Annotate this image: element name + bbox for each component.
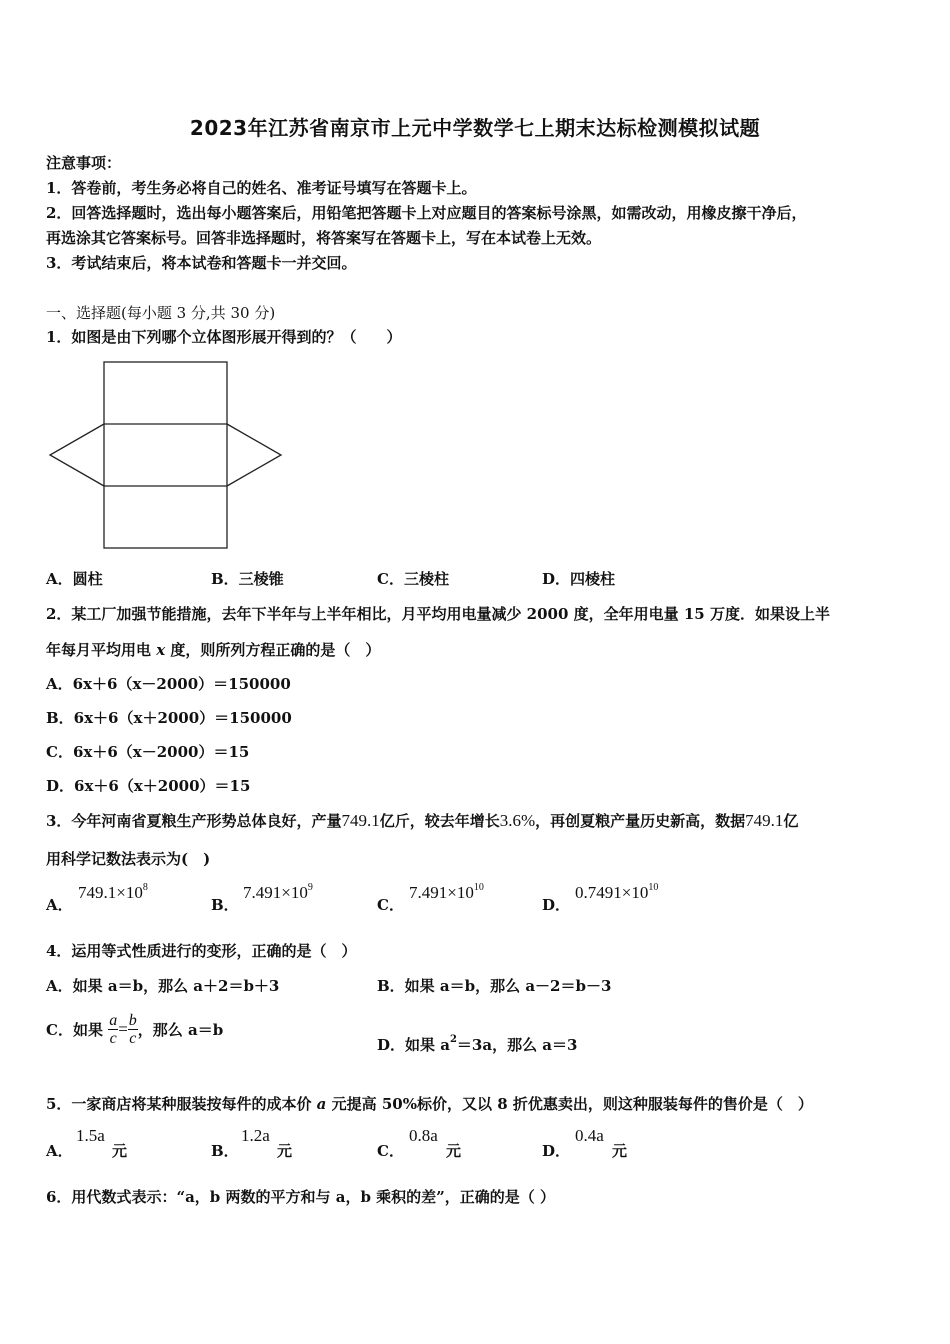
q5-option-c-value: 0.8a — [409, 1126, 438, 1145]
q2-option-d: D．6x＋6（x＋2000）＝15 — [46, 777, 251, 795]
q3-b-exp: 9 — [307, 882, 313, 893]
frac-numerator: b — [128, 1012, 137, 1029]
q3-c-base: 7.491×10 — [409, 883, 474, 902]
q5-unit-c: 元 — [446, 1142, 462, 1160]
notice-item-3: 3．考试结束后，将本试卷和答题卡一并交回。 — [46, 254, 357, 272]
q1-option-b: B．三棱锥 — [211, 570, 284, 588]
q3-c-exp: 10 — [473, 882, 484, 893]
q5-option-a-value: 1.5a — [76, 1126, 105, 1145]
q4-d-text: D．如果 a — [377, 1036, 450, 1054]
q3-b-base: 7.491×10 — [243, 883, 308, 902]
q3-label-c: C． — [377, 896, 404, 914]
prism-net-figure — [48, 360, 288, 552]
q5-unit-d: 元 — [612, 1142, 628, 1160]
notice-item-1: 1．答卷前，考生务必将自己的姓名、准考证号填写在答题卡上。 — [46, 179, 477, 197]
q3-stem-line1 — [46, 810, 798, 831]
q5-stem — [46, 1093, 813, 1114]
q3-a-base: 749.1×10 — [78, 883, 143, 902]
section-heading: 一、选择题(每小题 3 分,共 30 分) — [46, 304, 276, 322]
q4-fraction-b-over-c — [128, 1012, 138, 1047]
frac-denominator: c — [129, 1030, 137, 1047]
q5-unit-a: 元 — [112, 1142, 128, 1160]
q3-text-a: 3．今年河南省夏粮生产形势总体良好，产量 — [46, 812, 342, 830]
q5-option-b-value: 1.2a — [241, 1126, 270, 1145]
q1-stem: 1．如图是由下列哪个立体图形展开得到的？（ ） — [46, 328, 402, 346]
q4-d-exponent: 2 — [449, 1034, 457, 1045]
q2-option-b: B．6x＋6（x＋2000）＝150000 — [46, 709, 292, 727]
q3-d-base: 0.7491×10 — [575, 883, 649, 902]
q4-stem: 4．运用等式性质进行的变形，正确的是（ ） — [46, 942, 357, 960]
q3-label-d: D． — [542, 896, 571, 914]
q3-option-a — [78, 882, 148, 903]
notice-heading: 注意事项： — [46, 154, 122, 172]
q5-text-end: 元提高 50%标价，又以 8 折优惠卖出，则这种服装每件的售价是（ ） — [326, 1095, 813, 1113]
net-outline — [104, 362, 227, 548]
net-triangle-left — [50, 424, 104, 486]
q3-text-b: 亿斤，较去年增长 — [379, 812, 500, 830]
q5-variable: a — [316, 1095, 327, 1113]
q5-option-d-value: 0.4a — [575, 1126, 604, 1145]
q5-unit-b: 元 — [277, 1142, 293, 1160]
q3-text-d: 亿 — [783, 812, 799, 830]
q2-stem-text-end: 度，则所列方程正确的是（ ） — [165, 641, 381, 659]
q2-stem-line2 — [46, 639, 380, 660]
q4-c-text: C．如果 — [46, 1021, 103, 1039]
q2-stem-line1: 2．某工厂加强节能措施，去年下半年与上半年相比，月平均用电量减少 2000 度，全年用电量 15 万度．如果设上半 — [46, 605, 830, 623]
q5-text: 5．一家商店将某种服装按每件的成本价 — [46, 1095, 317, 1113]
q4-option-b: B．如果 a＝b，那么 a－2＝b－3 — [377, 977, 612, 995]
q2-option-a: A．6x＋6（x－2000）＝150000 — [46, 675, 291, 693]
q4-fraction-a-over-c — [108, 1012, 118, 1047]
q3-a-exp: 8 — [142, 882, 148, 893]
q4-d-text-end: ＝3a，那么 a＝3 — [456, 1036, 578, 1054]
notice-item-2-line2: 再选涂其它答案标号。回答非选择题时，将答案写在答题卡上，写在本试卷上无效。 — [46, 229, 602, 247]
q4-equals: = — [118, 1019, 128, 1039]
q3-percent: 3.6% — [499, 811, 536, 830]
q1-option-a: A．圆柱 — [46, 570, 103, 588]
frac-denominator: c — [109, 1030, 117, 1047]
q4-option-d — [377, 1034, 577, 1055]
notice-item-2-line1: 2．回答选择题时，选出每小题答案后，用铅笔把答题卡上对应题目的答案标号涂黑，如需改动，用橡皮擦干净后， — [46, 204, 807, 222]
q3-stem-line2: 用科学记数法表示为( ) — [46, 850, 211, 868]
q3-option-b — [243, 882, 313, 903]
page-title: 2023年江苏省南京市上元中学数学七上期末达标检测模拟试题 — [189, 116, 761, 140]
q5-label-d: D． — [542, 1142, 571, 1160]
q2-option-c: C．6x＋6（x－2000）＝15 — [46, 743, 250, 761]
q3-number-1: 749.1 — [341, 811, 380, 830]
net-triangle-right — [227, 424, 281, 486]
q5-label-b: B． — [211, 1142, 239, 1160]
q2-variable: x — [156, 641, 166, 659]
q2-stem-text: 年每月平均用电 — [46, 641, 157, 659]
q4-option-c — [46, 1012, 223, 1047]
q3-text-c: ，再创夏粮产量历史新高，数据 — [535, 812, 746, 830]
q3-option-d — [575, 882, 658, 903]
q3-label-b: B． — [211, 896, 239, 914]
q4-option-a: A．如果 a＝b，那么 a＋2＝b＋3 — [46, 977, 280, 995]
q1-option-c: C．三棱柱 — [377, 570, 449, 588]
q6-stem: 6．用代数式表示：“a，b 两数的平方和与 a，b 乘积的差”，正确的是（ ） — [46, 1188, 555, 1206]
q3-option-c — [409, 882, 484, 903]
q3-label-a: A． — [46, 896, 73, 914]
q3-number-2: 749.1 — [745, 811, 784, 830]
q1-option-d: D．四棱柱 — [542, 570, 616, 588]
frac-numerator: a — [109, 1012, 118, 1029]
q5-label-c: C． — [377, 1142, 404, 1160]
q4-c-text-end: ，那么 a＝b — [137, 1021, 224, 1039]
q3-d-exp: 10 — [648, 882, 659, 893]
q5-label-a: A． — [46, 1142, 73, 1160]
